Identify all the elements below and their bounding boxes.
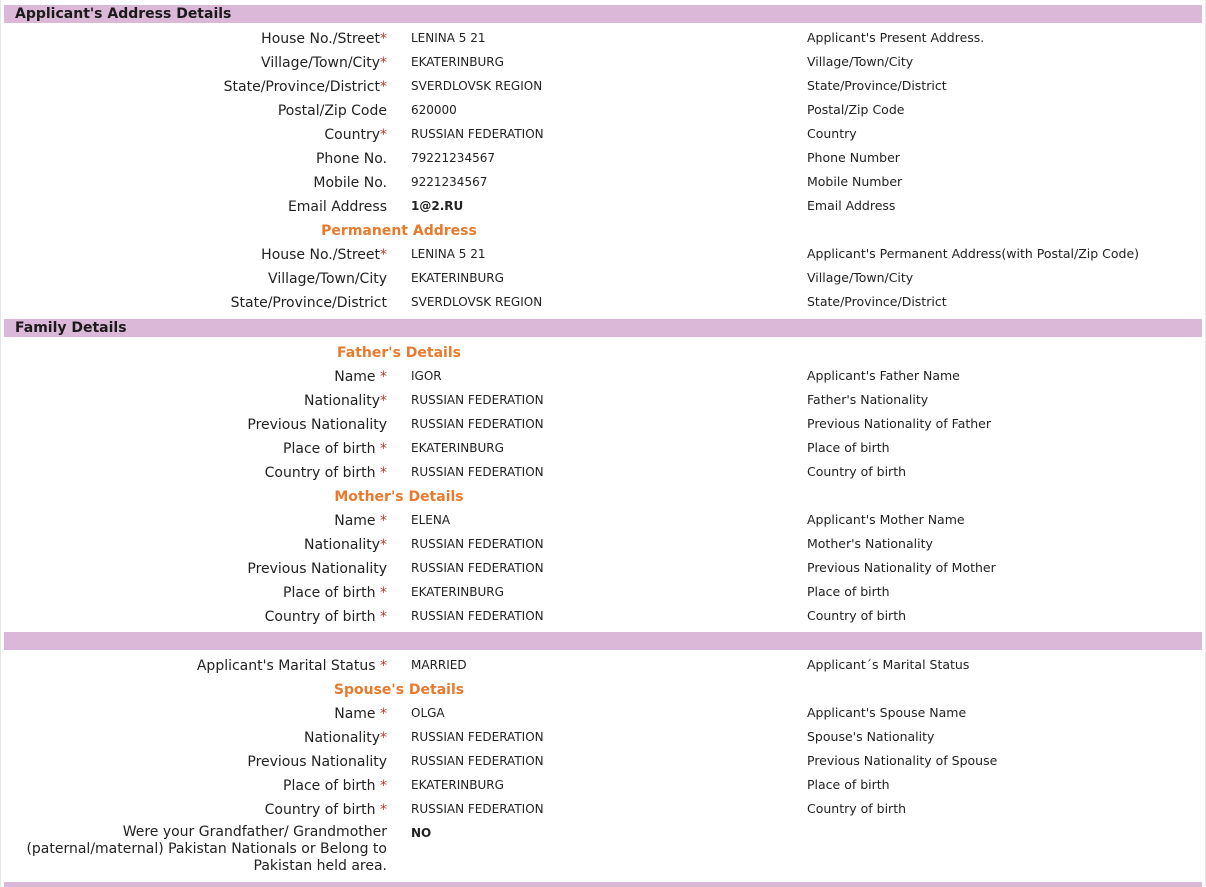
field-hint: Previous Nationality of Spouse bbox=[807, 753, 998, 768]
subheading-permanent-address: Permanent Address bbox=[321, 223, 477, 239]
field-hint: Country of birth bbox=[807, 608, 907, 623]
required-mark: * bbox=[380, 730, 387, 746]
field-hint: Village/Town/City bbox=[807, 54, 914, 69]
field-label: House No./Street bbox=[261, 247, 380, 263]
subheading-father-details: Father's Details bbox=[337, 345, 461, 361]
row-present-country bbox=[0, 123, 1206, 147]
subheading-mother-details: Mother's Details bbox=[334, 489, 464, 505]
required-mark: * bbox=[380, 778, 387, 794]
row-father-place-of-birth bbox=[0, 437, 1206, 461]
section-header-family bbox=[4, 319, 1202, 337]
row-present-street bbox=[0, 27, 1206, 51]
required-mark: * bbox=[380, 658, 387, 674]
required-mark: * bbox=[380, 513, 387, 529]
row-spouse-country-of-birth bbox=[0, 798, 1206, 822]
field-hint: Country of birth bbox=[807, 464, 907, 479]
field-value: SVERDLOVSK REGION bbox=[411, 295, 543, 309]
field-label: Village/Town/City bbox=[261, 55, 380, 71]
field-value: RUSSIAN FEDERATION bbox=[411, 561, 544, 575]
row-mother-place-of-birth bbox=[0, 581, 1206, 605]
field-label: Nationality bbox=[303, 393, 380, 409]
field-hint: Phone Number bbox=[807, 150, 900, 165]
row-father-previous-nationality bbox=[0, 413, 1206, 437]
field-value: RUSSIAN FEDERATION bbox=[411, 730, 544, 744]
field-value: ELENA bbox=[411, 513, 451, 527]
field-value: 9221234567 bbox=[411, 175, 488, 189]
field-value: SVERDLOVSK REGION bbox=[411, 79, 543, 93]
field-label: Previous Nationality bbox=[247, 754, 387, 770]
row-permanent-state bbox=[0, 291, 1206, 315]
field-label: Email Address bbox=[287, 199, 387, 215]
field-label: Previous Nationality bbox=[247, 417, 387, 433]
required-mark: * bbox=[380, 369, 387, 385]
required-mark: * bbox=[380, 55, 387, 71]
required-mark: * bbox=[380, 441, 387, 457]
field-value: EKATERINBURG bbox=[411, 441, 504, 455]
field-value: 620000 bbox=[411, 103, 457, 117]
field-label: Applicant's Marital Status bbox=[196, 658, 380, 674]
required-mark: * bbox=[380, 247, 387, 263]
row-mother-name bbox=[0, 509, 1206, 533]
field-hint: Postal/Zip Code bbox=[807, 102, 905, 117]
section-footer-bar bbox=[4, 882, 1202, 887]
field-hint: Father's Nationality bbox=[807, 392, 929, 407]
field-value: MARRIED bbox=[411, 658, 467, 672]
row-present-email bbox=[0, 195, 1206, 219]
field-label: Village/Town/City bbox=[268, 271, 387, 287]
field-label: Place of birth bbox=[283, 585, 380, 601]
field-label: Place of birth bbox=[283, 441, 380, 457]
section-title-address: Applicant's Address Details bbox=[15, 6, 232, 22]
required-mark: * bbox=[380, 79, 387, 95]
field-hint: Applicant's Father Name bbox=[807, 368, 960, 383]
field-label: Name bbox=[334, 369, 380, 385]
field-label: Name bbox=[334, 513, 380, 529]
field-hint: Country bbox=[807, 126, 857, 141]
field-label: Previous Nationality bbox=[247, 561, 387, 577]
row-mother-previous-nationality bbox=[0, 557, 1206, 581]
field-label: State/Province/District bbox=[223, 79, 380, 95]
field-hint: State/Province/District bbox=[807, 78, 947, 93]
field-label: Postal/Zip Code bbox=[277, 103, 387, 119]
field-value: LENINA 5 21 bbox=[411, 247, 486, 261]
row-present-state bbox=[0, 75, 1206, 99]
required-mark: * bbox=[380, 31, 387, 47]
field-label: Phone No. bbox=[315, 151, 387, 167]
field-value: IGOR bbox=[411, 369, 442, 383]
field-hint: Previous Nationality of Father bbox=[807, 416, 992, 431]
field-hint: Applicant's Spouse Name bbox=[807, 705, 967, 720]
field-label: Country of birth bbox=[264, 465, 380, 481]
row-mother-country-of-birth bbox=[0, 605, 1206, 629]
field-value: LENINA 5 21 bbox=[411, 31, 486, 45]
field-value: RUSSIAN FEDERATION bbox=[411, 609, 544, 623]
field-label: Country of birth bbox=[264, 802, 380, 818]
subheading-spouse-details: Spouse's Details bbox=[333, 682, 465, 698]
field-hint: State/Province/District bbox=[807, 294, 947, 309]
field-hint: Place of birth bbox=[807, 440, 890, 455]
field-value: RUSSIAN FEDERATION bbox=[411, 754, 544, 768]
field-value: 79221234567 bbox=[411, 151, 495, 165]
field-value: RUSSIAN FEDERATION bbox=[411, 393, 544, 407]
required-mark: * bbox=[380, 537, 387, 553]
field-label: Country of birth bbox=[264, 609, 380, 625]
field-label: Nationality bbox=[303, 730, 380, 746]
field-value: EKATERINBURG bbox=[411, 271, 504, 285]
row-permanent-street bbox=[0, 243, 1206, 267]
field-hint: Spouse's Nationality bbox=[807, 729, 935, 744]
required-mark: * bbox=[380, 585, 387, 601]
required-mark: * bbox=[380, 706, 387, 722]
field-value: OLGA bbox=[411, 706, 445, 720]
field-value: EKATERINBURG bbox=[411, 55, 504, 69]
row-mother-nationality bbox=[0, 533, 1206, 557]
field-hint: Previous Nationality of Mother bbox=[807, 560, 996, 575]
row-present-mobile bbox=[0, 171, 1206, 195]
required-mark: * bbox=[380, 802, 387, 818]
row-father-country-of-birth bbox=[0, 461, 1206, 485]
section-header-blank bbox=[4, 632, 1202, 650]
section-header-address bbox=[4, 5, 1202, 23]
field-value: RUSSIAN FEDERATION bbox=[411, 537, 544, 551]
field-label: Nationality bbox=[303, 537, 380, 553]
field-value: EKATERINBURG bbox=[411, 778, 504, 792]
field-label: Country bbox=[324, 127, 380, 143]
field-hint: Applicant´s Marital Status bbox=[807, 657, 970, 672]
field-value: RUSSIAN FEDERATION bbox=[411, 802, 544, 816]
required-mark: * bbox=[380, 393, 387, 409]
field-label: State/Province/District bbox=[230, 295, 387, 311]
field-label: Mobile No. bbox=[313, 175, 387, 191]
field-value: EKATERINBURG bbox=[411, 585, 504, 599]
field-value: 1@2.RU bbox=[411, 199, 464, 213]
required-mark: * bbox=[380, 127, 387, 143]
row-marital-status bbox=[0, 654, 1206, 678]
field-value: RUSSIAN FEDERATION bbox=[411, 465, 544, 479]
field-hint: Mobile Number bbox=[807, 174, 903, 189]
grandparent-question-label: Were your Grandfather/ Grandmother (paternal/maternal) Pakistan Nationals or Belong to Pakistan held area. bbox=[26, 824, 387, 874]
field-label: House No./Street bbox=[261, 31, 380, 47]
required-mark: * bbox=[380, 609, 387, 625]
field-label: Place of birth bbox=[283, 778, 380, 794]
section-title-family: Family Details bbox=[15, 320, 127, 336]
row-present-city bbox=[0, 51, 1206, 75]
row-father-nationality bbox=[0, 389, 1206, 413]
field-hint: Applicant's Mother Name bbox=[807, 512, 965, 527]
field-value: RUSSIAN FEDERATION bbox=[411, 127, 544, 141]
field-hint: Applicant's Present Address. bbox=[807, 30, 985, 45]
field-hint: Country of birth bbox=[807, 801, 907, 816]
field-hint: Applicant's Permanent Address(with Postal/Zip Code) bbox=[807, 246, 1140, 261]
row-spouse-name bbox=[0, 702, 1206, 726]
row-permanent-city bbox=[0, 267, 1206, 291]
row-spouse-previous-nationality bbox=[0, 750, 1206, 774]
field-hint: Mother's Nationality bbox=[807, 536, 933, 551]
row-present-postal bbox=[0, 99, 1206, 123]
field-label: Name bbox=[334, 706, 380, 722]
field-hint: Email Address bbox=[807, 198, 896, 213]
field-hint: Place of birth bbox=[807, 777, 890, 792]
row-father-name bbox=[0, 365, 1206, 389]
field-hint: Village/Town/City bbox=[807, 270, 914, 285]
row-spouse-place-of-birth bbox=[0, 774, 1206, 798]
field-hint: Place of birth bbox=[807, 584, 890, 599]
row-present-phone bbox=[0, 147, 1206, 171]
row-spouse-nationality bbox=[0, 726, 1206, 750]
grandparent-answer-value: NO bbox=[411, 826, 432, 840]
required-mark: * bbox=[380, 465, 387, 481]
field-value: RUSSIAN FEDERATION bbox=[411, 417, 544, 431]
